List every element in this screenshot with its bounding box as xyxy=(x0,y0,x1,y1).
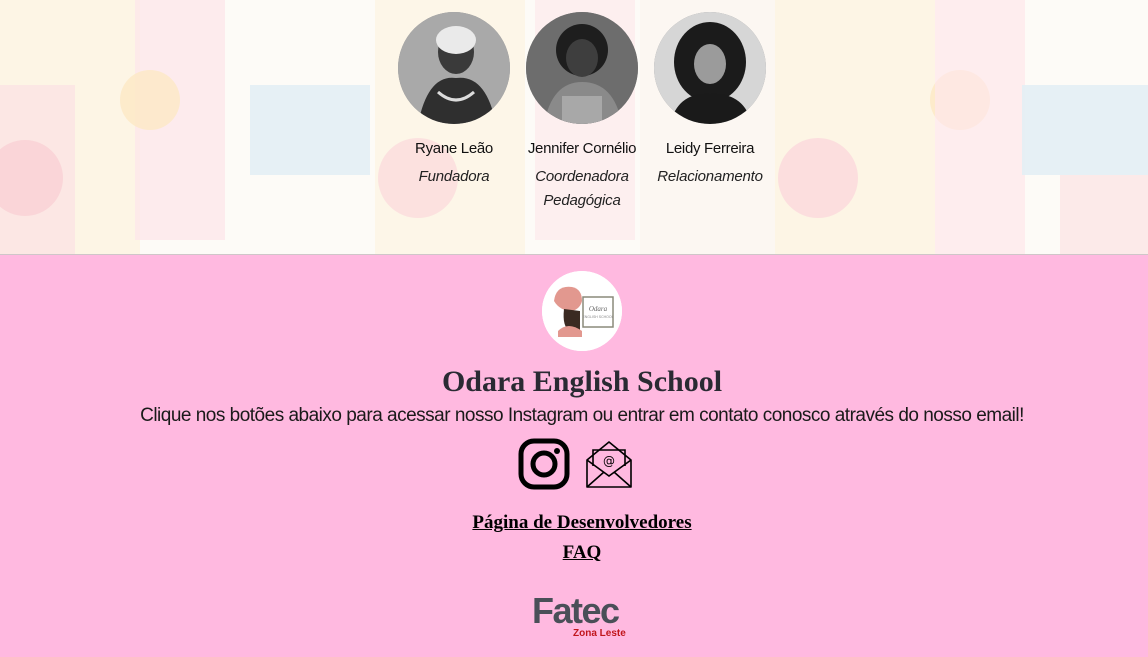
school-name: Odara English School xyxy=(441,365,723,398)
team-member xyxy=(512,12,652,213)
member-role: Relacionamento xyxy=(657,168,763,185)
developers-page-link[interactable]: Página de Desenvolvedores xyxy=(472,512,692,533)
member-photo xyxy=(654,12,766,124)
member-name: Jennifer Cornélio xyxy=(527,140,637,157)
member-role: Coordenadora Pedagógica xyxy=(535,168,629,209)
fatec-campus: Zona Leste xyxy=(573,628,626,639)
email-link[interactable] xyxy=(584,438,634,495)
fatec-logo xyxy=(532,590,632,643)
instagram-icon xyxy=(518,438,570,490)
team-member xyxy=(384,12,524,189)
footer-links xyxy=(0,508,1148,568)
member-photo xyxy=(526,12,638,124)
team-section xyxy=(0,0,1148,255)
member-name: Ryane Leão xyxy=(415,140,493,157)
team-members xyxy=(0,0,1148,254)
member-photo xyxy=(398,12,510,124)
team-member xyxy=(640,12,780,189)
svg-text:ENGLISH SCHOOL: ENGLISH SCHOOL xyxy=(582,315,614,319)
member-name: Leidy Ferreira xyxy=(665,140,755,157)
footer-description: Clique nos botões abaixo para acessar nosso Instagram ou entrar em contato conosco através do nosso email! xyxy=(140,405,1024,426)
instagram-link[interactable] xyxy=(518,438,570,495)
fatec-name: Fatec xyxy=(532,590,619,631)
faq-link[interactable]: FAQ xyxy=(562,542,602,563)
social-icons xyxy=(518,438,638,490)
member-role: Fundadora xyxy=(418,168,490,185)
svg-text:@: @ xyxy=(603,454,615,468)
email-icon xyxy=(584,438,634,490)
footer xyxy=(0,255,1148,657)
svg-text:Odara: Odara xyxy=(588,305,608,313)
school-logo xyxy=(542,271,622,351)
